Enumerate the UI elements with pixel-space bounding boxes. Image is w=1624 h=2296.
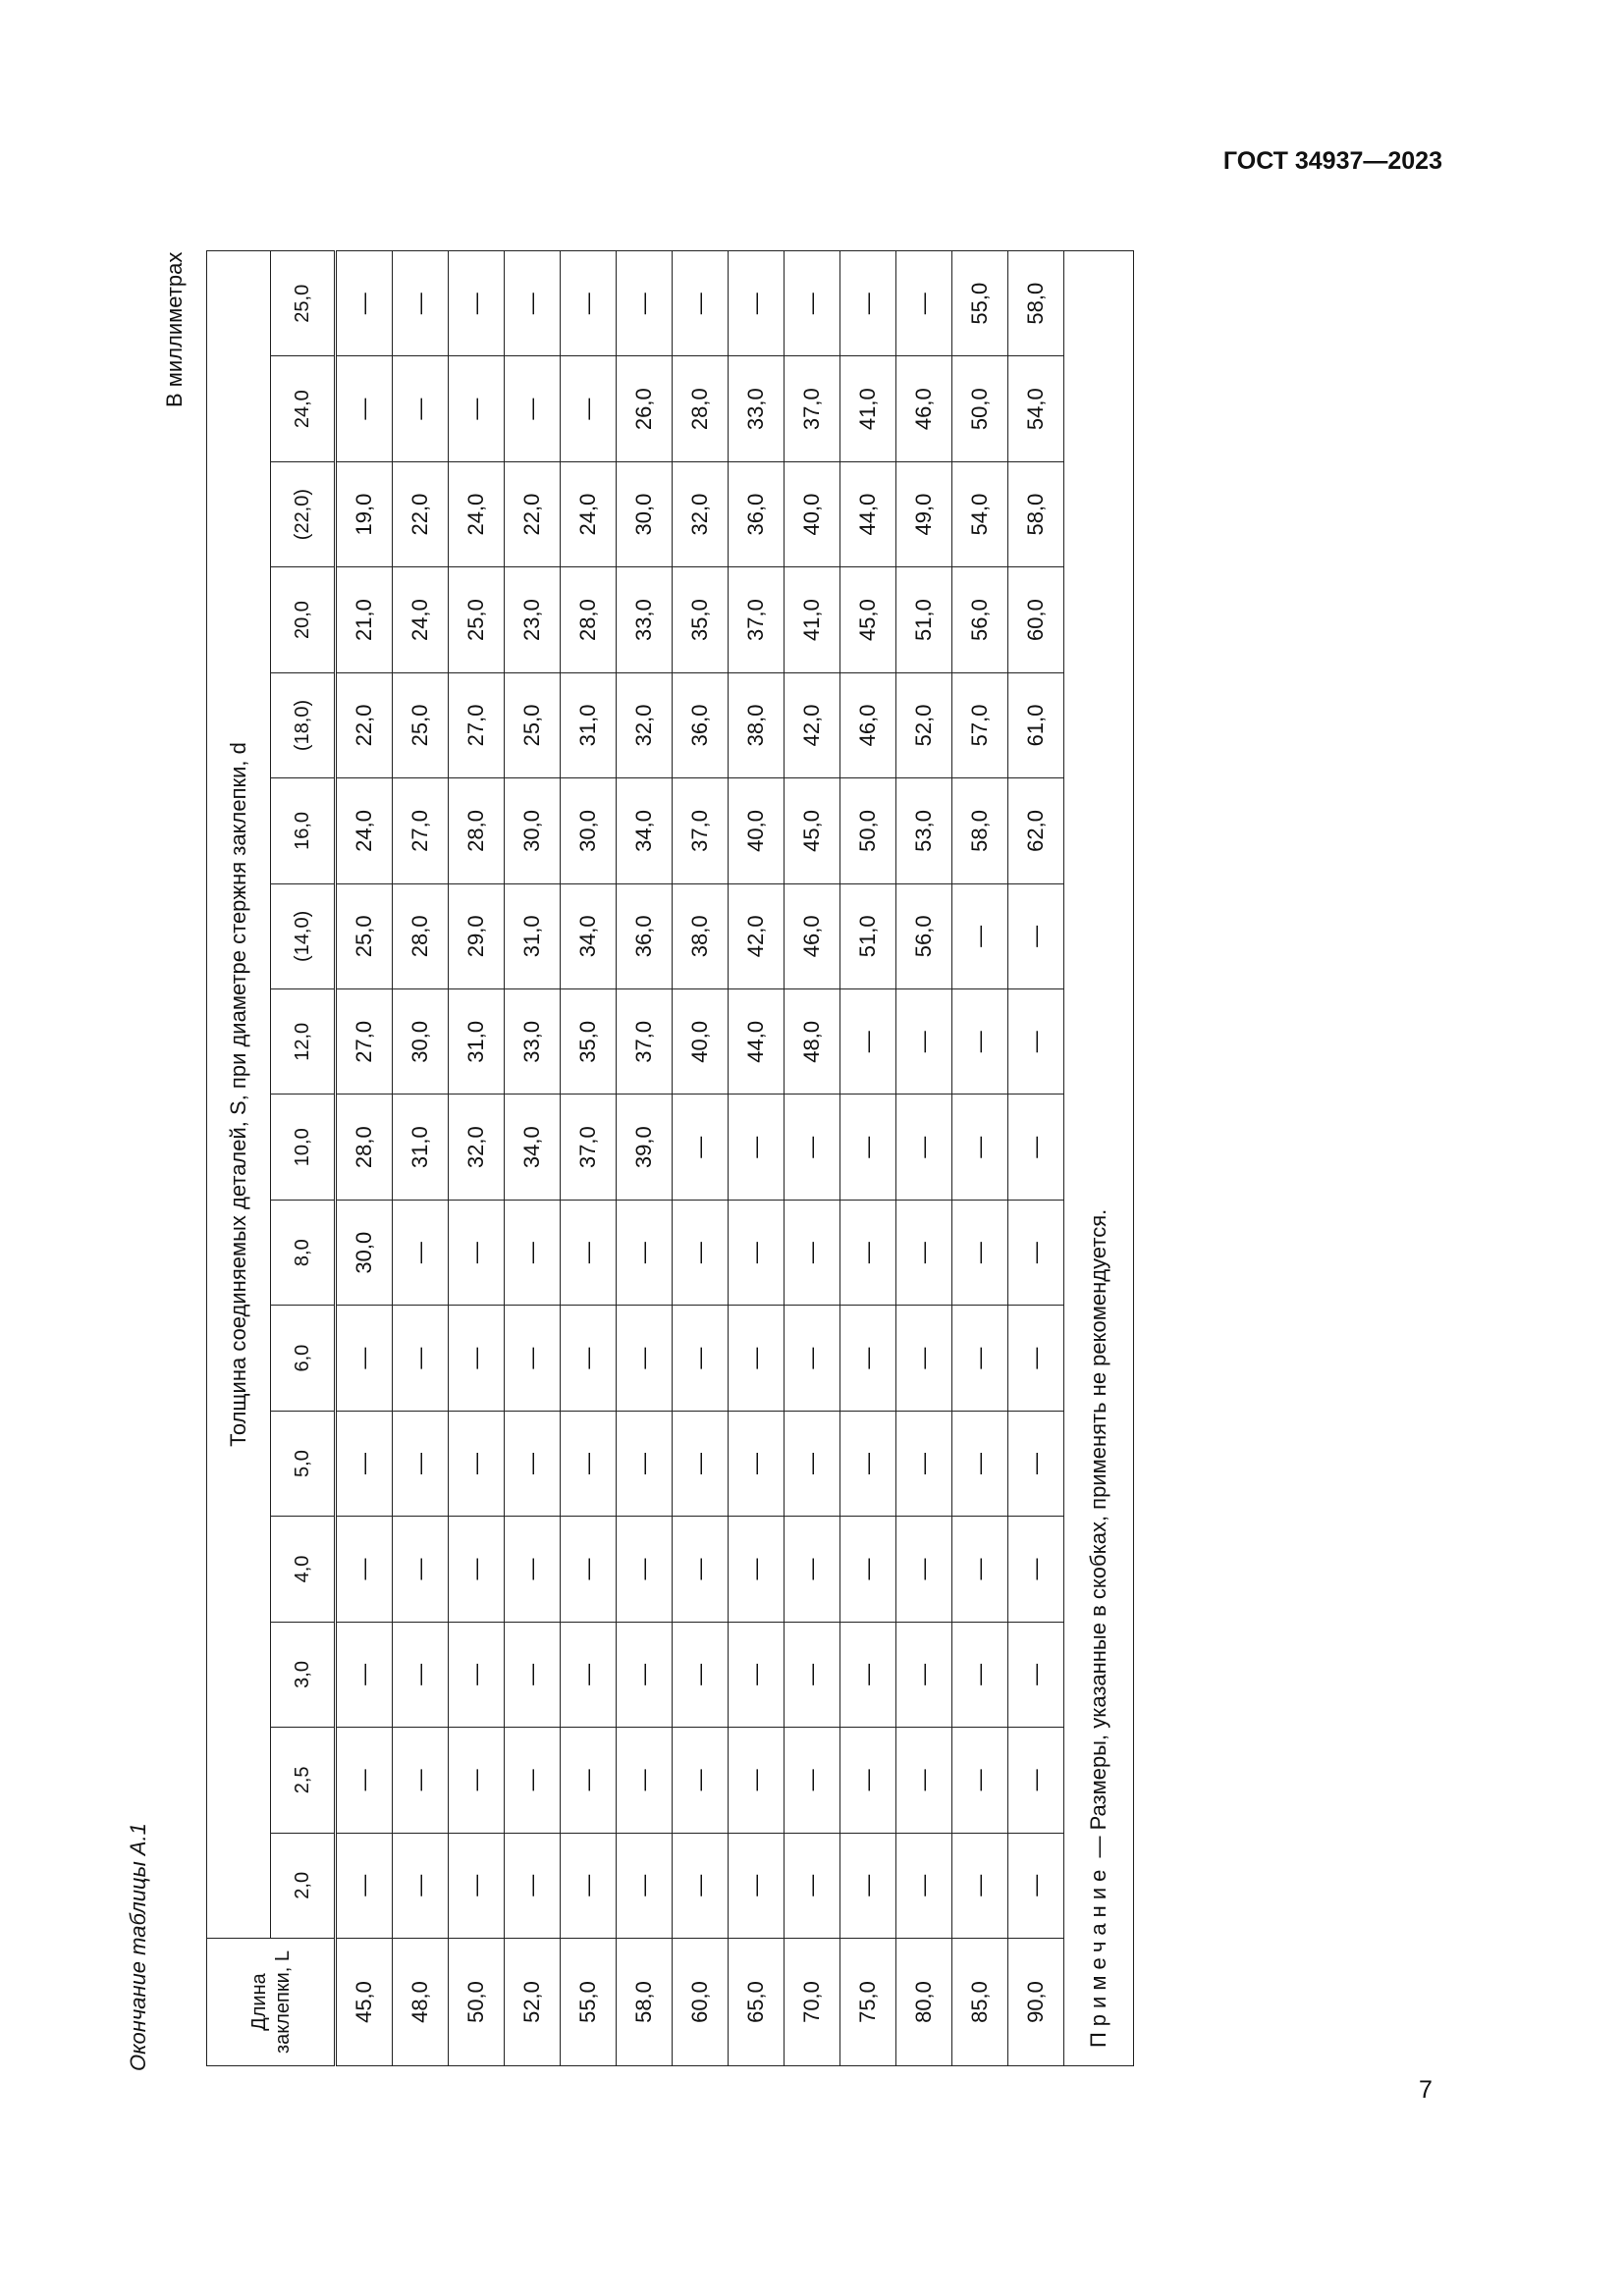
thickness-cell: — [561, 1517, 617, 1622]
thickness-cell: — [952, 1411, 1008, 1516]
thickness-cell: — [673, 251, 729, 356]
thickness-cell: — [336, 356, 393, 461]
thickness-cell: 46,0 [840, 672, 896, 777]
thickness-cell: 24,0 [449, 461, 505, 566]
thickness-cell: 25,0 [336, 883, 393, 988]
rotated-table-area [108, 137, 1384, 2199]
thickness-cell: — [1008, 1095, 1064, 1200]
thickness-cell: — [1008, 1411, 1064, 1516]
thickness-cell: 30,0 [336, 1200, 393, 1305]
thickness-cell: — [840, 1200, 896, 1305]
length-cell: 75,0 [840, 1939, 896, 2066]
thickness-cell: 30,0 [561, 778, 617, 883]
table-row [336, 251, 393, 2066]
diameter-header: 5,0 [271, 1411, 336, 1516]
thickness-cell: — [673, 1622, 729, 1727]
table-row [1008, 251, 1064, 2066]
thickness-cell: 37,0 [785, 356, 840, 461]
thickness-cell: 30,0 [505, 778, 561, 883]
thickness-cell: 42,0 [729, 883, 785, 988]
thickness-cell: — [896, 1833, 952, 1938]
thickness-cell: — [952, 1517, 1008, 1622]
thickness-cell: — [952, 1200, 1008, 1305]
thickness-cell: — [896, 1411, 952, 1516]
diameter-header: 8,0 [271, 1200, 336, 1305]
thickness-cell: — [952, 989, 1008, 1095]
thickness-cell: — [729, 1411, 785, 1516]
length-cell: 58,0 [617, 1939, 673, 2066]
thickness-cell: 52,0 [896, 672, 952, 777]
thickness-cell: — [393, 1728, 449, 1833]
length-cell: 52,0 [505, 1939, 561, 2066]
thickness-cell: — [729, 1728, 785, 1833]
thickness-cell: — [896, 989, 952, 1095]
diameter-header: 6,0 [271, 1306, 336, 1411]
thickness-cell: 44,0 [840, 461, 896, 566]
thickness-cell: — [952, 1833, 1008, 1938]
thickness-cell: — [785, 1833, 840, 1938]
thickness-cell: — [505, 1200, 561, 1305]
standard-code: ГОСТ 34937—2023 [1222, 147, 1442, 175]
thickness-cell: 37,0 [729, 567, 785, 672]
length-cell: 60,0 [673, 1939, 729, 2066]
thickness-cell: 22,0 [505, 461, 561, 566]
table-row [617, 251, 673, 2066]
thickness-cell: — [840, 1728, 896, 1833]
thickness-cell: — [505, 1411, 561, 1516]
thickness-cell: — [785, 1728, 840, 1833]
thickness-cell: 25,0 [393, 672, 449, 777]
thickness-cell: — [561, 1306, 617, 1411]
thickness-cell: — [449, 356, 505, 461]
thickness-cell: — [896, 1200, 952, 1305]
thickness-cell: — [617, 1622, 673, 1727]
thickness-cell: 62,0 [1008, 778, 1064, 883]
thickness-cell: — [561, 1622, 617, 1727]
thickness-cell: 27,0 [393, 778, 449, 883]
thickness-cell: — [785, 1411, 840, 1516]
table-row [952, 251, 1008, 2066]
thickness-cell: — [729, 1095, 785, 1200]
diameter-header: 16,0 [271, 778, 336, 883]
table-row [729, 251, 785, 2066]
thickness-cell: 34,0 [561, 883, 617, 988]
thickness-cell: — [673, 1306, 729, 1411]
thickness-cell: — [505, 1728, 561, 1833]
thickness-cell: — [336, 1622, 393, 1727]
thickness-cell: — [896, 1517, 952, 1622]
thickness-cell: 60,0 [1008, 567, 1064, 672]
thickness-cell: — [1008, 1306, 1064, 1411]
thickness-cell: — [785, 251, 840, 356]
length-cell: 55,0 [561, 1939, 617, 2066]
thickness-cell: — [449, 251, 505, 356]
length-header-line2: заклепки, L [271, 1949, 294, 2055]
thickness-cell: 38,0 [729, 672, 785, 777]
thickness-cell: — [617, 1411, 673, 1516]
thickness-cell: — [393, 1517, 449, 1622]
thickness-cell: — [785, 1200, 840, 1305]
thickness-cell: — [896, 1095, 952, 1200]
thickness-cell: 58,0 [1008, 251, 1064, 356]
thickness-cell: — [336, 1306, 393, 1411]
thickness-cell: 41,0 [840, 356, 896, 461]
thickness-cell: 31,0 [449, 989, 505, 1095]
thickness-cell: 32,0 [449, 1095, 505, 1200]
thickness-cell: 39,0 [617, 1095, 673, 1200]
thickness-cell: 28,0 [561, 567, 617, 672]
thickness-cell: 37,0 [561, 1095, 617, 1200]
thickness-cell: 30,0 [617, 461, 673, 566]
thickness-cell: 25,0 [449, 567, 505, 672]
thickness-cell: — [561, 1411, 617, 1516]
thickness-cell: 31,0 [393, 1095, 449, 1200]
table-row [393, 251, 449, 2066]
thickness-cell: — [896, 1622, 952, 1727]
thickness-cell: — [729, 1200, 785, 1305]
table-row [840, 251, 896, 2066]
thickness-cell: 51,0 [840, 883, 896, 988]
thickness-cell: 19,0 [336, 461, 393, 566]
thickness-cell: — [785, 1306, 840, 1411]
thickness-cell: — [617, 1306, 673, 1411]
thickness-cell: — [505, 356, 561, 461]
diameter-header: 2,0 [271, 1833, 336, 1938]
thickness-cell: 28,0 [449, 778, 505, 883]
thickness-cell: 33,0 [505, 989, 561, 1095]
thickness-cell: 40,0 [785, 461, 840, 566]
thickness-cell: 24,0 [561, 461, 617, 566]
thickness-cell: — [617, 1728, 673, 1833]
thickness-cell: 24,0 [336, 778, 393, 883]
table-row [673, 251, 729, 2066]
thickness-cell: — [561, 356, 617, 461]
group-header: Толщина соединяемых деталей, S, при диаметре стержня заклепки, d [207, 251, 271, 1939]
thickness-cell: — [673, 1728, 729, 1833]
thickness-cell: — [896, 1306, 952, 1411]
thickness-cell: — [673, 1200, 729, 1305]
length-cell: 65,0 [729, 1939, 785, 2066]
thickness-cell: — [785, 1517, 840, 1622]
diameter-header: (14,0) [271, 883, 336, 988]
thickness-cell: — [336, 1833, 393, 1938]
thickness-cell: — [729, 1622, 785, 1727]
thickness-cell: — [336, 1411, 393, 1516]
thickness-cell: 27,0 [449, 672, 505, 777]
thickness-cell: — [449, 1728, 505, 1833]
thickness-cell: — [505, 251, 561, 356]
thickness-cell: 61,0 [1008, 672, 1064, 777]
thickness-cell: 44,0 [729, 989, 785, 1095]
thickness-cell: 48,0 [785, 989, 840, 1095]
thickness-cell: — [673, 1833, 729, 1938]
thickness-cell: 58,0 [952, 778, 1008, 883]
diameter-header: 20,0 [271, 567, 336, 672]
thickness-cell: — [617, 1517, 673, 1622]
thickness-cell: 51,0 [896, 567, 952, 672]
thickness-cell: 57,0 [952, 672, 1008, 777]
thickness-cell: 21,0 [336, 567, 393, 672]
thickness-cell: — [561, 1200, 617, 1305]
thickness-cell: — [393, 356, 449, 461]
thickness-cell: 40,0 [673, 989, 729, 1095]
thickness-cell: 35,0 [561, 989, 617, 1095]
thickness-cell: 26,0 [617, 356, 673, 461]
thickness-cell: — [952, 883, 1008, 988]
thickness-cell: — [952, 1728, 1008, 1833]
thickness-cell: — [393, 251, 449, 356]
thickness-cell: — [729, 1517, 785, 1622]
thickness-cell: 36,0 [729, 461, 785, 566]
thickness-cell: 54,0 [1008, 356, 1064, 461]
thickness-cell: 37,0 [617, 989, 673, 1095]
diameter-header: 25,0 [271, 251, 336, 356]
thickness-cell: — [449, 1306, 505, 1411]
length-cell: 90,0 [1008, 1939, 1064, 2066]
thickness-cell: — [617, 251, 673, 356]
thickness-cell: 50,0 [840, 778, 896, 883]
diameter-header: 24,0 [271, 356, 336, 461]
thickness-cell: — [393, 1200, 449, 1305]
thickness-cell: — [617, 1833, 673, 1938]
table-caption: Окончание таблицы А.1 [126, 1823, 150, 2071]
thickness-cell: — [393, 1306, 449, 1411]
thickness-cell: 34,0 [617, 778, 673, 883]
thickness-cell: — [785, 1622, 840, 1727]
thickness-cell: 22,0 [393, 461, 449, 566]
thickness-cell: 35,0 [673, 567, 729, 672]
thickness-cell: 41,0 [785, 567, 840, 672]
thickness-cell: — [1008, 1622, 1064, 1727]
thickness-cell: 33,0 [729, 356, 785, 461]
length-cell: 48,0 [393, 1939, 449, 2066]
thickness-cell: — [840, 1833, 896, 1938]
diameter-header: 2,5 [271, 1728, 336, 1833]
thickness-cell: 37,0 [673, 778, 729, 883]
thickness-cell: — [729, 1833, 785, 1938]
thickness-cell: — [561, 1833, 617, 1938]
thickness-cell: 25,0 [505, 672, 561, 777]
thickness-cell: — [729, 251, 785, 356]
thickness-cell: — [840, 251, 896, 356]
thickness-cell: — [840, 1517, 896, 1622]
thickness-cell: — [1008, 1728, 1064, 1833]
thickness-cell: 58,0 [1008, 461, 1064, 566]
thickness-cell: — [449, 1411, 505, 1516]
thickness-cell: — [505, 1517, 561, 1622]
thickness-cell: 22,0 [336, 672, 393, 777]
rivet-thickness-table [206, 250, 1134, 2066]
thickness-cell: — [505, 1622, 561, 1727]
thickness-cell: — [673, 1517, 729, 1622]
thickness-cell: — [1008, 1517, 1064, 1622]
thickness-cell: 32,0 [617, 672, 673, 777]
thickness-cell: 32,0 [673, 461, 729, 566]
thickness-cell: — [617, 1200, 673, 1305]
thickness-cell: — [729, 1306, 785, 1411]
thickness-cell: — [1008, 1200, 1064, 1305]
diameter-header: (22,0) [271, 461, 336, 566]
table-row [785, 251, 840, 2066]
thickness-cell: — [840, 989, 896, 1095]
thickness-cell: — [952, 1622, 1008, 1727]
thickness-cell: 36,0 [617, 883, 673, 988]
thickness-cell: 46,0 [896, 356, 952, 461]
thickness-cell: 45,0 [840, 567, 896, 672]
length-header-line1: Длина [247, 1973, 270, 2031]
length-cell: 50,0 [449, 1939, 505, 2066]
table-row [505, 251, 561, 2066]
thickness-cell: — [393, 1833, 449, 1938]
thickness-cell: — [952, 1095, 1008, 1200]
thickness-cell: — [336, 251, 393, 356]
thickness-cell: 24,0 [393, 567, 449, 672]
length-cell: 85,0 [952, 1939, 1008, 2066]
thickness-cell: 33,0 [617, 567, 673, 672]
thickness-cell: 56,0 [952, 567, 1008, 672]
thickness-cell: — [840, 1306, 896, 1411]
thickness-cell: 28,0 [673, 356, 729, 461]
units-label: В миллиметрах [162, 251, 187, 407]
thickness-cell: 36,0 [673, 672, 729, 777]
thickness-cell: 28,0 [336, 1095, 393, 1200]
table-note [1064, 251, 1134, 2066]
thickness-cell: 49,0 [896, 461, 952, 566]
thickness-cell: — [840, 1622, 896, 1727]
thickness-cell: — [673, 1411, 729, 1516]
thickness-cell: 27,0 [336, 989, 393, 1095]
table-row [561, 251, 617, 2066]
thickness-cell: 42,0 [785, 672, 840, 777]
thickness-cell: 31,0 [505, 883, 561, 988]
diameter-header: 4,0 [271, 1517, 336, 1622]
thickness-cell: — [952, 1306, 1008, 1411]
thickness-cell: 50,0 [952, 356, 1008, 461]
thickness-cell: 29,0 [449, 883, 505, 988]
thickness-cell: — [336, 1728, 393, 1833]
thickness-cell: — [505, 1833, 561, 1938]
thickness-cell: 53,0 [896, 778, 952, 883]
length-cell: 80,0 [896, 1939, 952, 2066]
thickness-cell: — [840, 1411, 896, 1516]
thickness-cell: 28,0 [393, 883, 449, 988]
page-number: 7 [1419, 2076, 1433, 2104]
thickness-cell: 56,0 [896, 883, 952, 988]
thickness-cell: — [449, 1517, 505, 1622]
thickness-cell: 34,0 [505, 1095, 561, 1200]
thickness-cell: — [1008, 883, 1064, 988]
thickness-cell: 54,0 [952, 461, 1008, 566]
thickness-cell: — [449, 1200, 505, 1305]
thickness-cell: — [840, 1095, 896, 1200]
thickness-cell: — [785, 1095, 840, 1200]
note-text: — Размеры, указанные в скобках, применять не рекомендуется. [1086, 1208, 1110, 1864]
thickness-cell: — [561, 1728, 617, 1833]
thickness-cell: — [896, 1728, 952, 1833]
thickness-cell: — [896, 251, 952, 356]
diameter-header: 3,0 [271, 1622, 336, 1727]
thickness-cell: 46,0 [785, 883, 840, 988]
table-row [896, 251, 952, 2066]
diameter-header: 10,0 [271, 1095, 336, 1200]
thickness-cell: — [393, 1622, 449, 1727]
thickness-cell: — [449, 1622, 505, 1727]
table-row [449, 251, 505, 2066]
thickness-cell: — [1008, 989, 1064, 1095]
length-header [207, 1939, 336, 2066]
length-cell: 45,0 [336, 1939, 393, 2066]
diameter-header: (18,0) [271, 672, 336, 777]
thickness-cell: — [449, 1833, 505, 1938]
thickness-cell: 30,0 [393, 989, 449, 1095]
thickness-cell: 31,0 [561, 672, 617, 777]
thickness-cell: 38,0 [673, 883, 729, 988]
thickness-cell: 55,0 [952, 251, 1008, 356]
thickness-cell: — [336, 1517, 393, 1622]
thickness-cell: 23,0 [505, 567, 561, 672]
note-label: Примечание [1086, 1863, 1110, 2048]
thickness-cell: — [393, 1411, 449, 1516]
thickness-cell: — [673, 1095, 729, 1200]
diameter-header: 12,0 [271, 989, 336, 1095]
thickness-cell: 45,0 [785, 778, 840, 883]
thickness-cell: — [1008, 1833, 1064, 1938]
length-cell: 70,0 [785, 1939, 840, 2066]
thickness-cell: — [561, 251, 617, 356]
thickness-cell: — [505, 1306, 561, 1411]
thickness-cell: 40,0 [729, 778, 785, 883]
